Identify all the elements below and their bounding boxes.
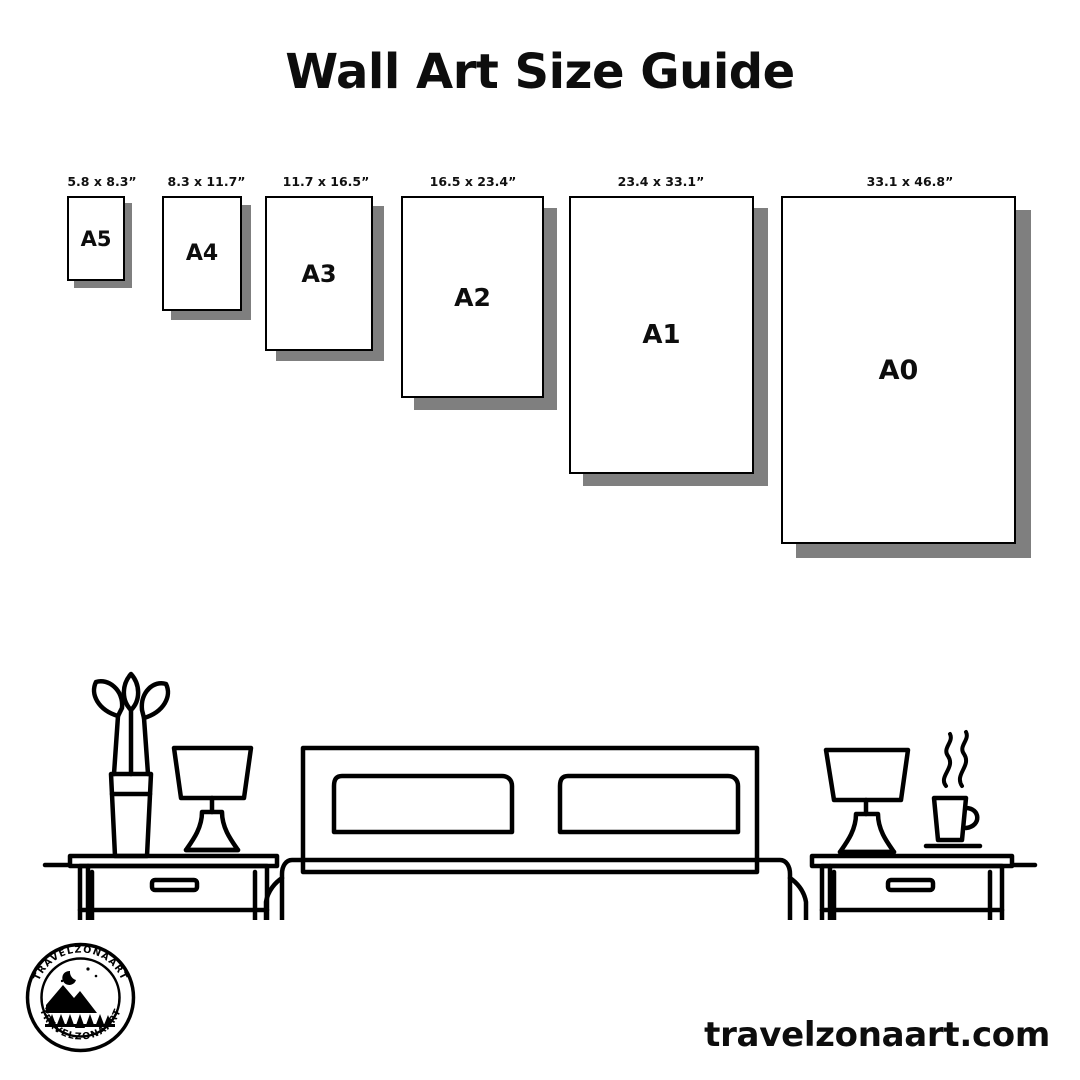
frame-box-a4 (162, 196, 242, 311)
page-title: Wall Art Size Guide (285, 44, 795, 100)
bed (266, 748, 806, 920)
frame-name-a3: A3 (301, 259, 337, 288)
frame-name-a4: A4 (185, 241, 219, 266)
frame-box-a1 (569, 196, 754, 474)
frame-label-a4: 8.3 x 11.7” (167, 174, 246, 189)
table-lamp-right (826, 750, 908, 852)
frame-label-a5: 5.8 x 8.3” (67, 174, 137, 189)
frame-group-a1 (566, 170, 781, 500)
drawer-handle-left-top (152, 880, 197, 890)
frame-label-a3: 11.7 x 16.5” (282, 174, 370, 189)
frame-group-a3 (262, 170, 402, 380)
frame-box-a3 (265, 196, 373, 351)
bedroom-scene-svg (0, 560, 1080, 920)
frame-box-a2 (401, 196, 544, 398)
badge-top-text: TRAVELZONAART (31, 944, 130, 983)
frame-label-a0: 33.1 x 46.8” (866, 174, 954, 189)
frame-box-a0 (781, 196, 1016, 544)
plant-vase (94, 674, 168, 856)
travelzonaart-badge (18, 935, 143, 1060)
drawer-handle-right-top (888, 880, 933, 890)
frame-label-a2: 16.5 x 23.4” (429, 174, 517, 189)
frame-label-a1: 23.4 x 33.1” (617, 174, 705, 189)
frame-name-a2: A2 (454, 282, 491, 312)
badge-bottom-text: TRAVELZONAART (37, 1006, 124, 1043)
frame-box-a5 (67, 196, 125, 281)
frame-group-a0 (778, 170, 1048, 590)
frame-size-row (0, 170, 1080, 590)
bedroom-scene (0, 560, 1080, 920)
frame-group-a2 (398, 170, 573, 430)
travelzonaart-badge-svg (18, 935, 143, 1060)
nightstand-right (812, 856, 1012, 920)
coffee-cup (926, 732, 980, 846)
frame-name-a0: A0 (878, 354, 919, 386)
website-url: travelzonaart.com (704, 1015, 1050, 1055)
frame-name-a1: A1 (642, 320, 681, 350)
frame-group-a5 (62, 170, 142, 300)
frame-name-a5: A5 (80, 226, 112, 251)
table-lamp-left (174, 748, 251, 850)
nightstand-left (70, 856, 277, 920)
frame-group-a4 (157, 170, 267, 330)
